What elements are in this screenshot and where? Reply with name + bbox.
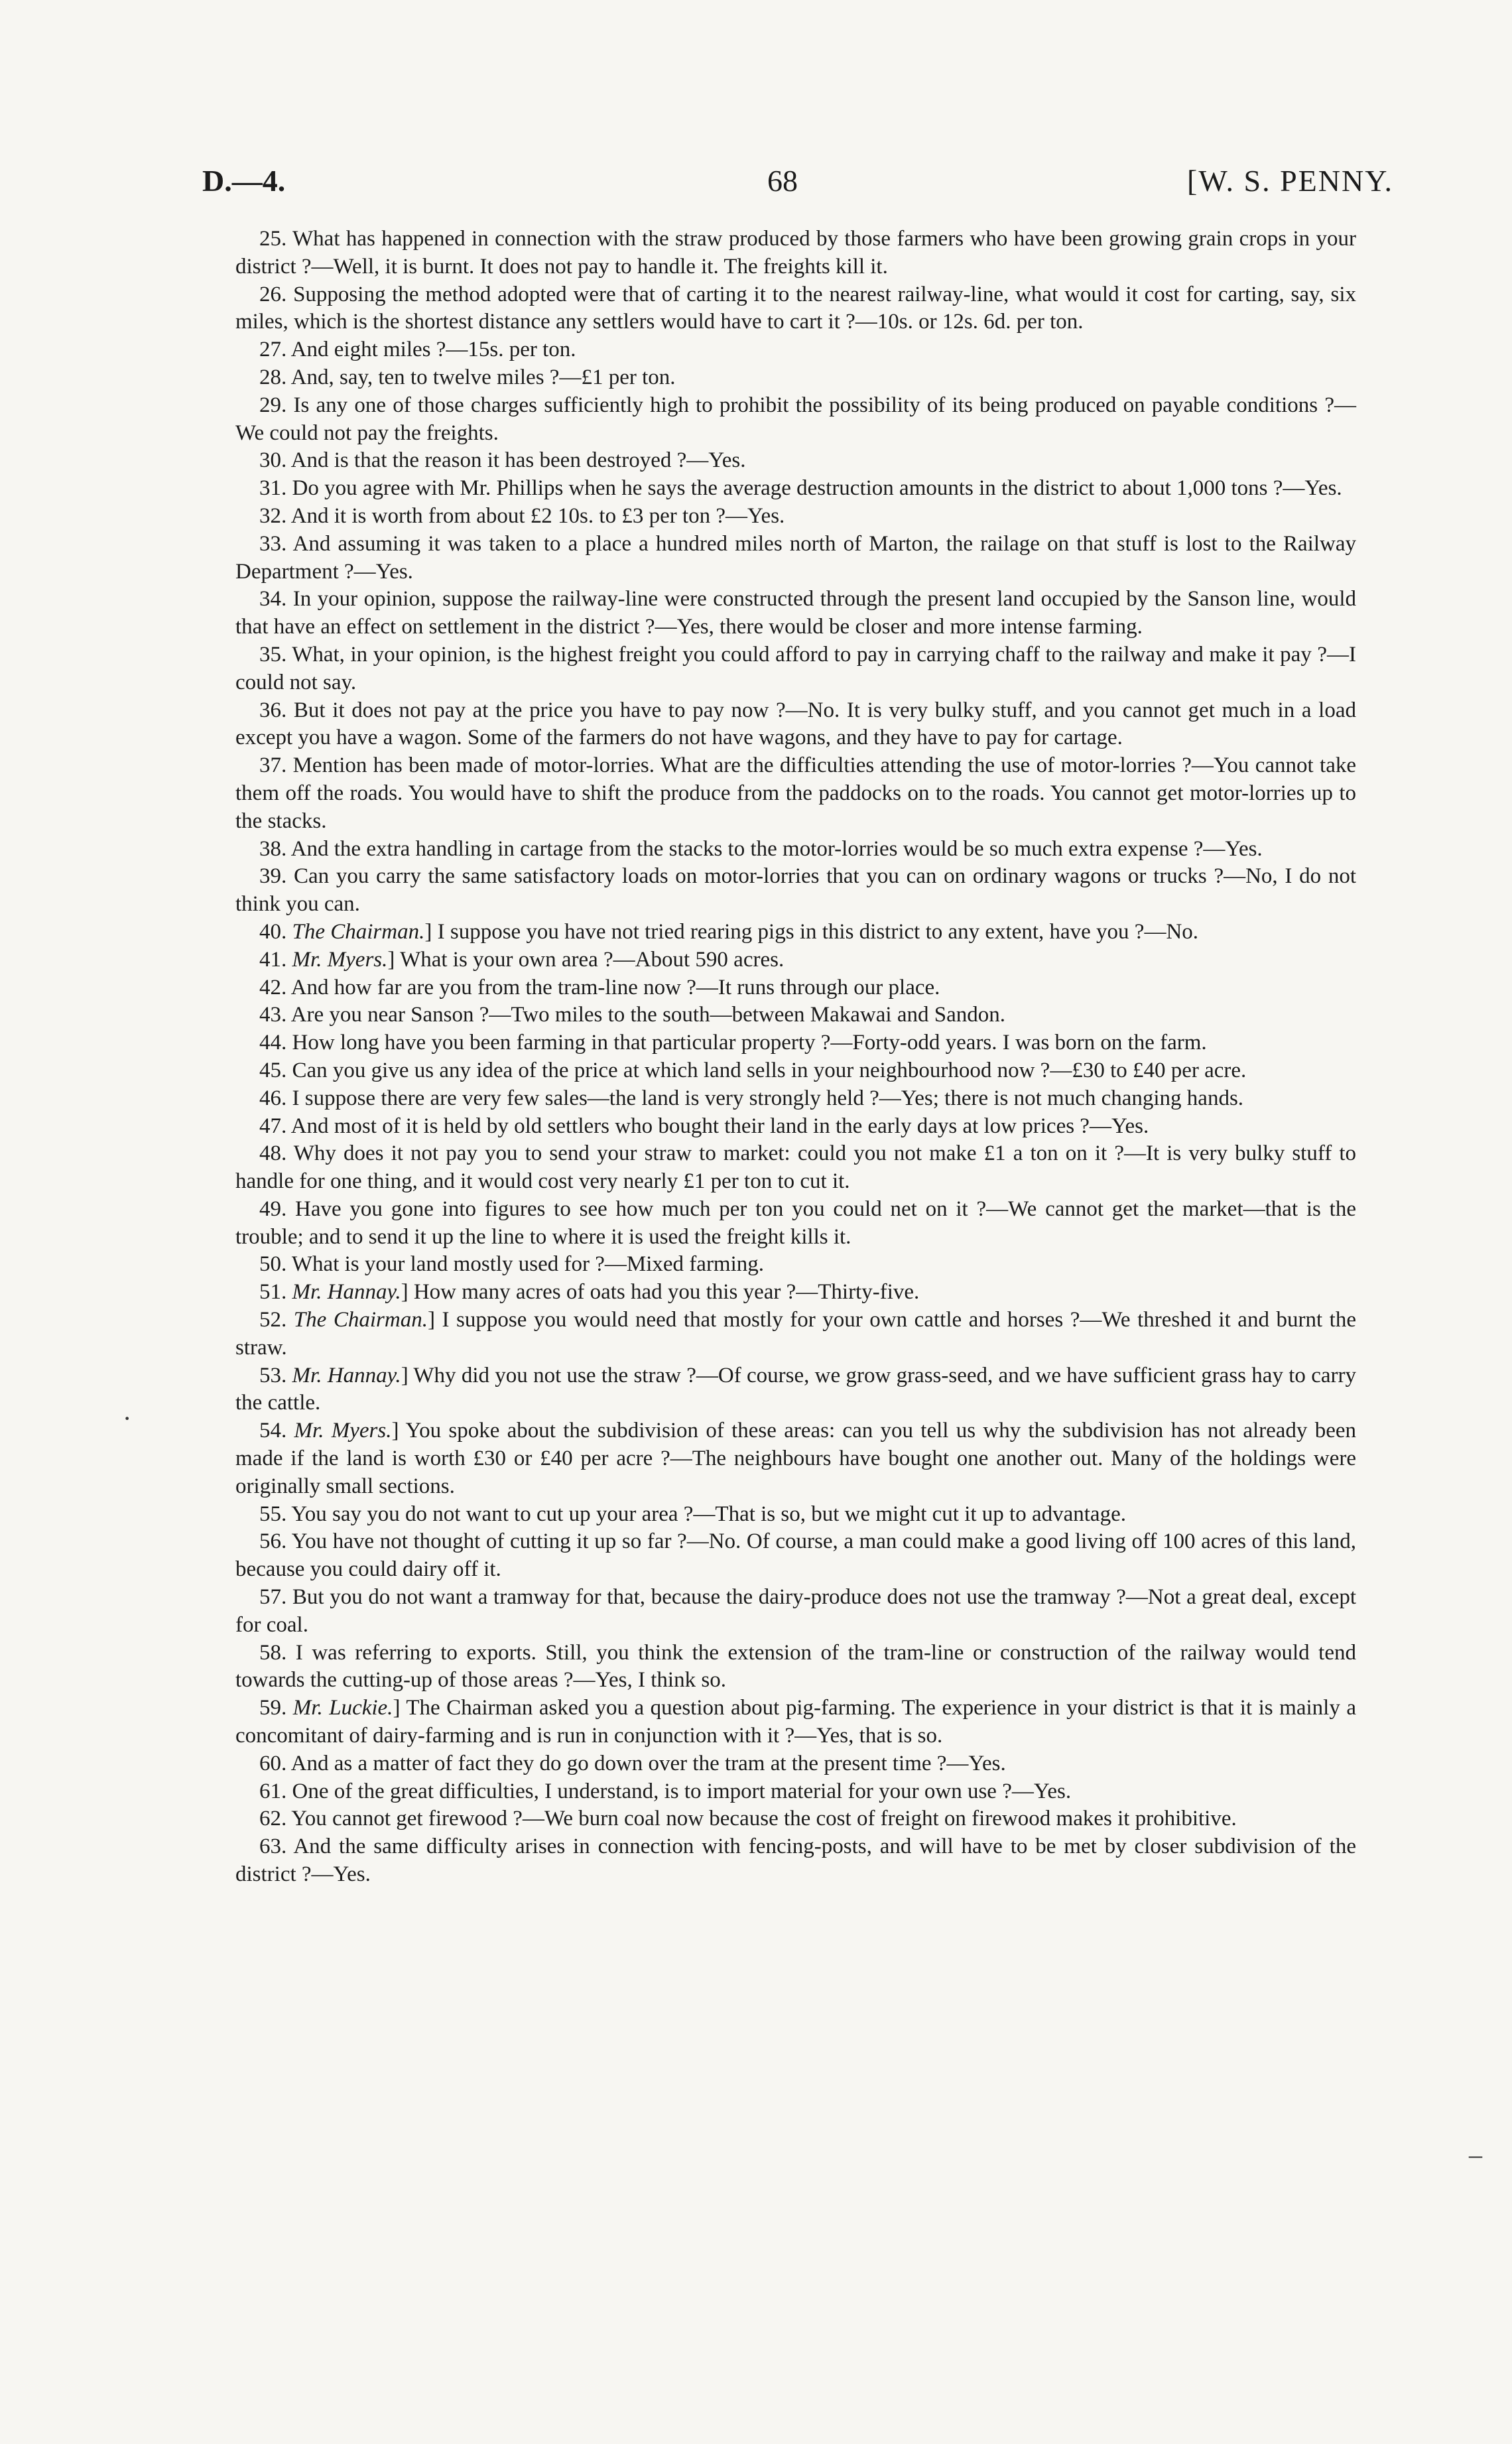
question-40: 40. The Chairman.] I suppose you have not tried rearing pigs in this district to any extent, have you ?—No. [259,919,1199,944]
question-50: 50. What is your land mostly used for ?—Mixed farming. [259,1252,765,1277]
question-47: 47. And most of it is held by old settlers who bought their land in the early days at low prices ?—Yes. [259,1114,1149,1138]
question-62: 62. You cannot get firewood ?—We burn coal now because the cost of freight on firewood makes it prohibitive. [259,1807,1237,1831]
question-57: 57. But you do not want a tramway for that, because the dairy-produce does not use the tramway ?—Not a great deal, except for coal. [235,1585,1356,1637]
page-number: 68 [767,164,798,198]
question-number: 59. [259,1696,287,1720]
speaker-name: Mr. Hannay. [292,1280,401,1305]
question-text: Why did you not use the straw ?—Of course, we grow grass-seed, and we have sufficient grass hay to carry the cattle. [235,1363,1356,1415]
question-31: 31. Do you agree with Mr. Phillips when he says the average destruction amounts in the district to about 1,000 tons ?—Yes. [259,476,1342,501]
question-28: 28. And, say, ten to twelve miles ?—£1 per ton. [259,365,676,389]
speaker-name: Mr. Myers. [292,947,388,972]
question-26: 26. Supposing the method adopted were that of carting it to the nearest railway-line, what would it cost for carting, say, six miles, which is the shortest distance any settlers would have to cart it ?—10s. or 12s. 6d. per ton. [235,282,1356,334]
question-33: 33. And assuming it was taken to a place a hundred miles north of Marton, the railage on that stuff is lost to the Railway Department ?—Yes. [235,531,1356,584]
question-53: 53. Mr. Hannay.] Why did you not use the straw ?—Of course, we grow grass-seed, and we have sufficient grass hay to carry the cattle. [235,1363,1356,1415]
question-55: 55. You say you do not want to cut up your area ?—That is so, but we might cut it up to advantage. [259,1502,1126,1526]
question-36: 36. But it does not pay at the price you have to pay now ?—No. It is very bulky stuff, and you cannot get much in a load except you have a wagon. Some of the farmers do not have wagons, and they have to pay for cartage. [235,698,1356,750]
scan-speck-mark: – [1469,2140,1482,2169]
question-37: 37. Mention has been made of motor-lorries. What are the difficulties attending the use of motor-lorries ?—You cannot take them off the roads. You would have to shift the produce from the paddocks on to the roads. You cannot get motor-lorries up to the stacks. [235,753,1356,833]
question-54: 54. Mr. Myers.] You spoke about the subdivision of these areas: can you tell us why the subdivision has not already been made if the land is worth £30 or £40 per acre ?—The neighbours have bought one another out. Many of the holdings were originally small sections. [235,1419,1357,1498]
evidence-body [235,225,1356,1889]
question-58: 58. I was referring to exports. Still, you think the extension of the tram-line or construction of the railway would tend towards the cutting-up of those areas ?—Yes, I think so. [235,1640,1356,1693]
question-44: 44. How long have you been farming in that particular property ?—Forty-odd years. I was born on the farm. [259,1031,1207,1055]
question-35: 35. What, in your opinion, is the highest freight you could afford to pay in carrying chaff to the railway and make it pay ?—I could not say. [235,642,1356,694]
question-34: 34. In your opinion, suppose the railway-line were constructed through the present land occupied by the Sanson line, would that have an effect on settlement in the district ?—Yes, there would be closer and more intense farming. [235,587,1356,639]
speaker-name: Mr. Luckie. [292,1696,393,1720]
question-number: 53. [259,1363,287,1387]
question-text: I suppose you have not tried rearing pigs in this district to any extent, have you ?—No. [437,919,1199,944]
witness-name: [W. S. PENNY. [1187,164,1394,198]
question-text: How many acres of oats had you this year ?—Thirty-five. [413,1280,920,1305]
question-text: You spoke about the subdivision of these areas: can you tell us why the subdivision has not already been made if the land is worth £30 or £40 per acre ?—The neighbours have bought one another out. Many of the holdings were originally small sections. [235,1419,1357,1498]
question-49: 49. Have you gone into figures to see how much per ton you could net on it ?—We cannot get the market—that is the trouble; and to send it up the line to where it is used the freight kills it. [235,1196,1356,1249]
question-27: 27. And eight miles ?—15s. per ton. [259,338,576,362]
speaker-name: Mr. Myers. [294,1419,392,1443]
question-45: 45. Can you give us any idea of the price at which land sells in your neighbourhood now ?—£30 to £40 per acre. [259,1058,1247,1082]
question-number: 40. [259,919,287,944]
question-29: 29. Is any one of those charges sufficiently high to prohibit the possibility of its being produced on payable conditions ?—We could not pay the freights. [235,393,1356,445]
question-text: I suppose you would need that mostly for your own cattle and horses ?—We threshed it and burnt the straw. [235,1308,1356,1360]
question-56: 56. You have not thought of cutting it up so far ?—No. Of course, a man could make a good living off 100 acres of this land, because you could dairy off it. [235,1529,1356,1582]
question-41: 41. Mr. Myers.] What is your own area ?—About 590 acres. [259,947,785,972]
question-30: 30. And is that the reason it has been destroyed ?—Yes. [259,448,746,473]
question-59: 59. Mr. Luckie.] The Chairman asked you a question about pig-farming. The experience in your district is that it is mainly a concomitant of dairy-farming and is run in conjunction with it ?—Yes, that is so. [235,1696,1356,1748]
speaker-name: Mr. Hannay. [292,1363,401,1387]
report-code: D.—4. [202,164,286,198]
question-51: 51. Mr. Hannay.] How many acres of oats had you this year ?—Thirty-five. [259,1280,920,1305]
question-46: 46. I suppose there are very few sales—the land is very strongly held ?—Yes; there is not much changing hands. [259,1086,1244,1110]
question-48: 48. Why does it not pay you to send your straw to market: could you not make £1 a ton on it ?—It is very bulky stuff to handle for one thing, and it would cost very nearly £1 per ton to cut it. [235,1141,1356,1194]
question-number: 54. [259,1419,287,1443]
question-number: 41. [259,947,287,972]
speaker-name: The Chairman. [292,919,425,944]
question-43: 43. Are you near Sanson ?—Two miles to the south—between Makawai and Sandon. [259,1003,1005,1027]
question-25: 25. What has happened in connection with the straw produced by those farmers who have been growing grain crops in your district ?—Well, it is burnt. It does not pay to handle it. The freights kill it. [235,227,1356,279]
question-text: The Chairman asked you a question about pig-farming. The experience in your district is that it is mainly a concomitant of dairy-farming and is run in conjunction with it ?—Yes, that is so. [235,1696,1356,1748]
question-39: 39. Can you carry the same satisfactory loads on motor-lorries that you can on ordinary wagons or trucks ?—No, I do not think you can. [235,864,1356,917]
scan-speck-mark: · [123,1403,132,1433]
question-number: 52. [259,1308,287,1332]
question-52: 52. The Chairman.] I suppose you would need that mostly for your own cattle and horses ?—We threshed it and burnt the straw. [235,1308,1356,1360]
question-number: 51. [259,1280,287,1305]
question-42: 42. And how far are you from the tram-line now ?—It runs through our place. [259,975,940,999]
question-63: 63. And the same difficulty arises in connection with fencing-posts, and will have to be met by closer subdivision of the district ?—Yes. [235,1834,1356,1887]
question-38: 38. And the extra handling in cartage from the stacks to the motor-lorries would be so much extra expense ?—Yes. [259,836,1263,861]
speaker-name: The Chairman. [293,1308,428,1332]
question-text: What is your own area ?—About 590 acres. [400,947,785,972]
question-61: 61. One of the great difficulties, I understand, is to import material for your own use ?—Yes. [259,1779,1072,1803]
question-32: 32. And it is worth from about £2 10s. to £3 per ton ?—Yes. [259,503,785,528]
question-60: 60. And as a matter of fact they do go down over the tram at the present time ?—Yes. [259,1751,1006,1775]
